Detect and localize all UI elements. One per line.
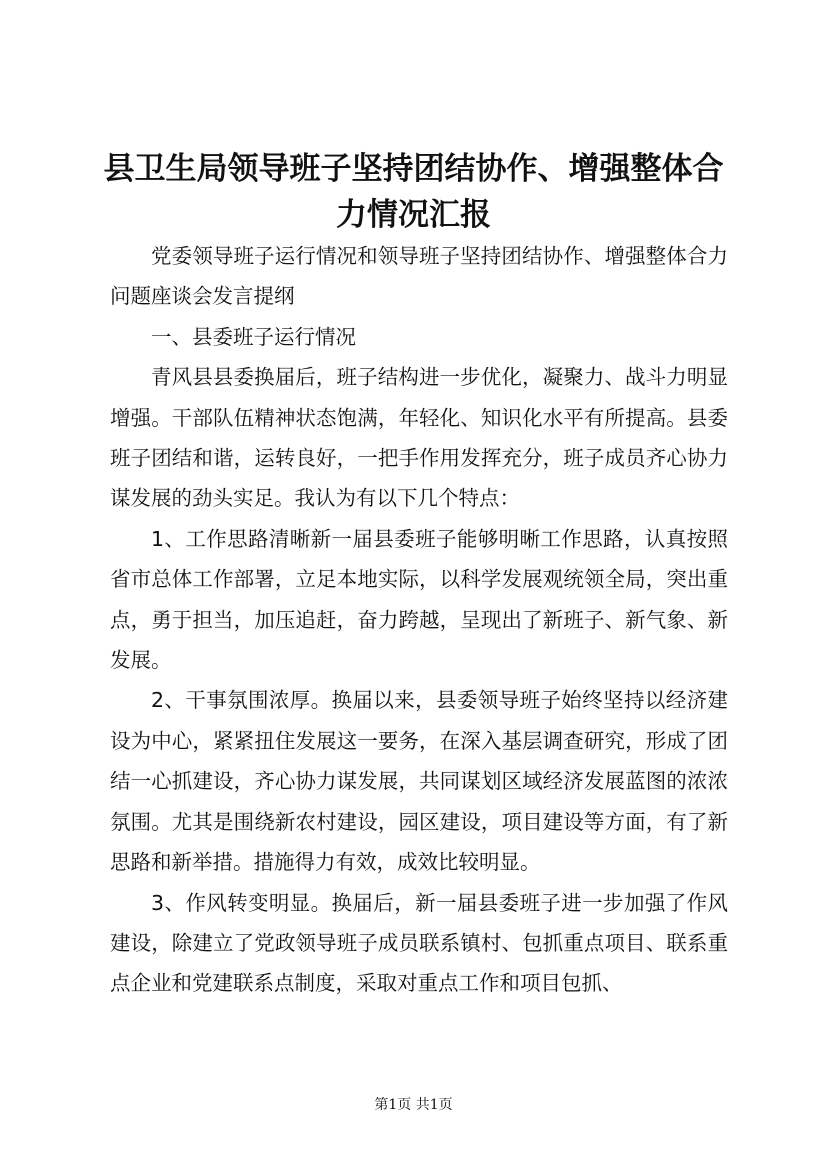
document-title: 县卫生局领导班子坚持团结协作、增强整体合力情况汇报 — [103, 151, 724, 233]
paragraph-point-2: 2、干事氛围浓厚。换届以来，县委领导班子始终坚持以经济建设为中心，紧紧扭住发展这一要务，在深入基层调查研究，形成了团结一心抓建设，齐心协力谋发展，共同谋划区域经济发展蓝图的浓浓氛围。尤其是围绕新农村建设，园区建设，项目建设等方面，有了新思路和新举措。措施得力有效，成效比较明显。 — [110, 688, 728, 875]
paragraph-point-1: 1、工作思路清晰新一届县委班子能够明晰工作思路，认真按照省市总体工作部署，立足本地实际，以科学发展观统领全局，突出重点，勇于担当，加压追赶，奋力跨越，呈现出了新班子、新气象、新发展。 — [110, 526, 728, 673]
paragraph-overview: 青风县县委换届后，班子结构进一步优化，凝聚力、战斗力明显增强。干部队伍精神状态饱满，年轻化、知识化水平有所提高。县委班子团结和谐，运转良好，一把手作用发挥充分，班子成员齐心协力谋发展的劲头实足。我认为有以下几个特点： — [110, 365, 728, 511]
page-footer: 第1页 共1页 — [374, 1097, 453, 1113]
paragraph-intro: 党委领导班子运行情况和领导班子坚持团结协作、增强整体合力问题座谈会发言提纲 — [110, 244, 728, 309]
paragraph-point-3: 3、作风转变明显。换届后，新一届县委班子进一步加强了作风建设，除建立了党政领导班子成员联系镇村、包抓重点项目、联系重点企业和党建联系点制度，采取对重点工作和项目包抓、 — [110, 890, 728, 996]
document-body — [110, 236, 728, 1004]
section-heading: 一、县委班子运行情况 — [151, 324, 356, 349]
